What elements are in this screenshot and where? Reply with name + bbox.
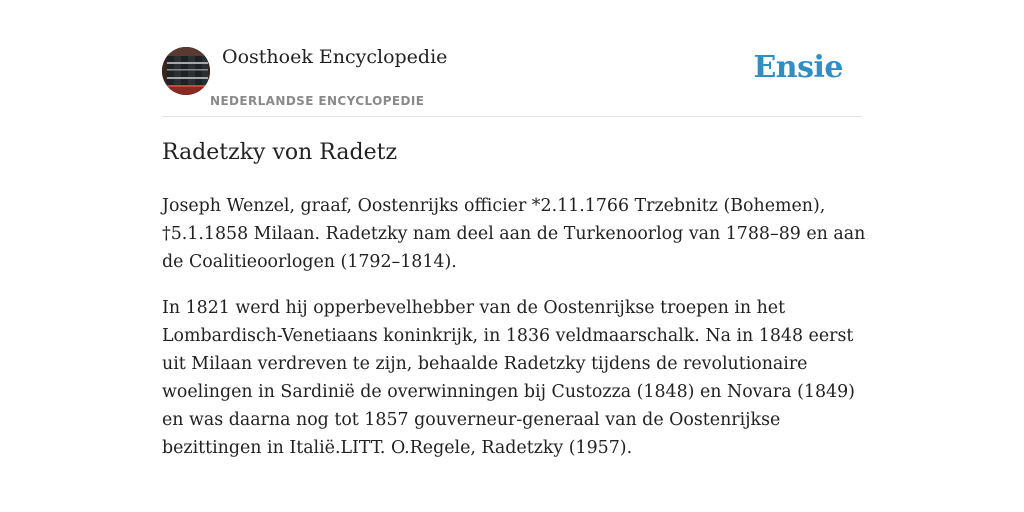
- source-title[interactable]: Oosthoek Encyclopedie: [222, 46, 448, 68]
- article-paragraph-1: Joseph Wenzel, graaf, Oostenrijks officier *2.11.1766 Trzebnitz (Bohemen), †5.1.1858 Milaan. Radetzky nam deel aan de Turkenoorlog van 1788–89 en aan de Coalitieoorlogen (1792–1814).: [162, 196, 866, 272]
- article-paragraph-2: In 1821 werd hij opperbevelhebber van de Oostenrijkse troepen in het Lombardisch-Venetiaans koninkrijk, in 1836 veldmaarschalk. Na in 1848 eerst uit Milaan verdreven te zijn, behaalde Radetzky tijdens de revolutionaire woelingen in Sardinië de overwinningen bij Custozza (1848) en Novara (1849) en was daarna nog tot 1857 gouverneur-generaal van de Oostenrijkse bezittingen in Italië.LITT. O.Regele, Radetzky (1957).: [162, 298, 855, 458]
- article-title: Radetzky von Radetz: [162, 140, 398, 165]
- article-body: [162, 192, 867, 480]
- encyclopedia-books-icon[interactable]: [162, 47, 210, 95]
- ensie-logo-link[interactable]: Ensie: [753, 50, 843, 85]
- header: [162, 44, 862, 117]
- source-subtitle: NEDERLANDSE ENCYCLOPEDIE: [210, 94, 425, 108]
